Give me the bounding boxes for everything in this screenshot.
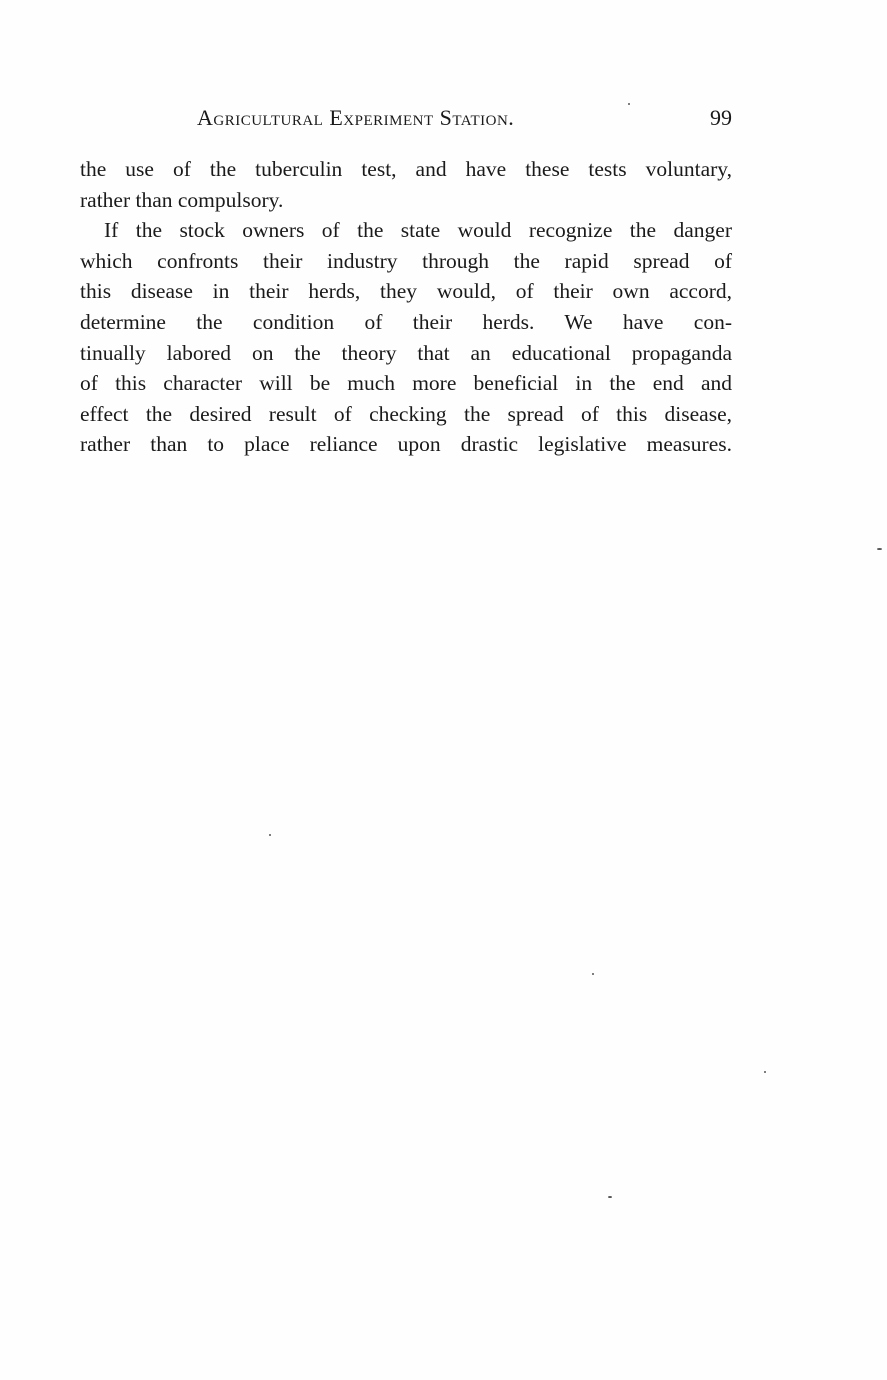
paragraph xyxy=(80,154,732,215)
page-number: 99 xyxy=(710,105,732,130)
text-line: tinually labored on the theory that an educational propaganda xyxy=(80,340,732,365)
running-title: Agricultural Experiment Station. xyxy=(197,105,515,130)
body-text xyxy=(80,154,732,460)
text-line: effect the desired result of checking the spread of this disease, xyxy=(80,401,732,426)
scan-speck xyxy=(269,834,271,836)
paragraph xyxy=(80,215,732,460)
scan-speck xyxy=(608,1196,612,1198)
scan-speck xyxy=(592,973,594,975)
text-line: rather than compulsory. xyxy=(80,187,284,212)
text-line: which confronts their industry through the rapid spread of xyxy=(80,248,732,273)
text-line: this disease in their herds, they would, of their own accord, xyxy=(80,279,732,304)
scan-speck xyxy=(628,103,630,105)
text-line: rather than to place reliance upon drastic legislative measures. xyxy=(80,432,732,457)
text-line: determine the condition of their herds. We have con- xyxy=(80,309,732,334)
scan-speck xyxy=(764,1071,766,1073)
scan-speck xyxy=(877,548,882,550)
text-line: the use of the tuberculin test, and have these tests voluntary, xyxy=(80,157,732,181)
text-line: If the stock owners of the state would recognize the danger xyxy=(104,218,732,243)
page-header xyxy=(80,105,732,135)
text-line: of this character will be much more beneficial in the end and xyxy=(80,371,732,396)
